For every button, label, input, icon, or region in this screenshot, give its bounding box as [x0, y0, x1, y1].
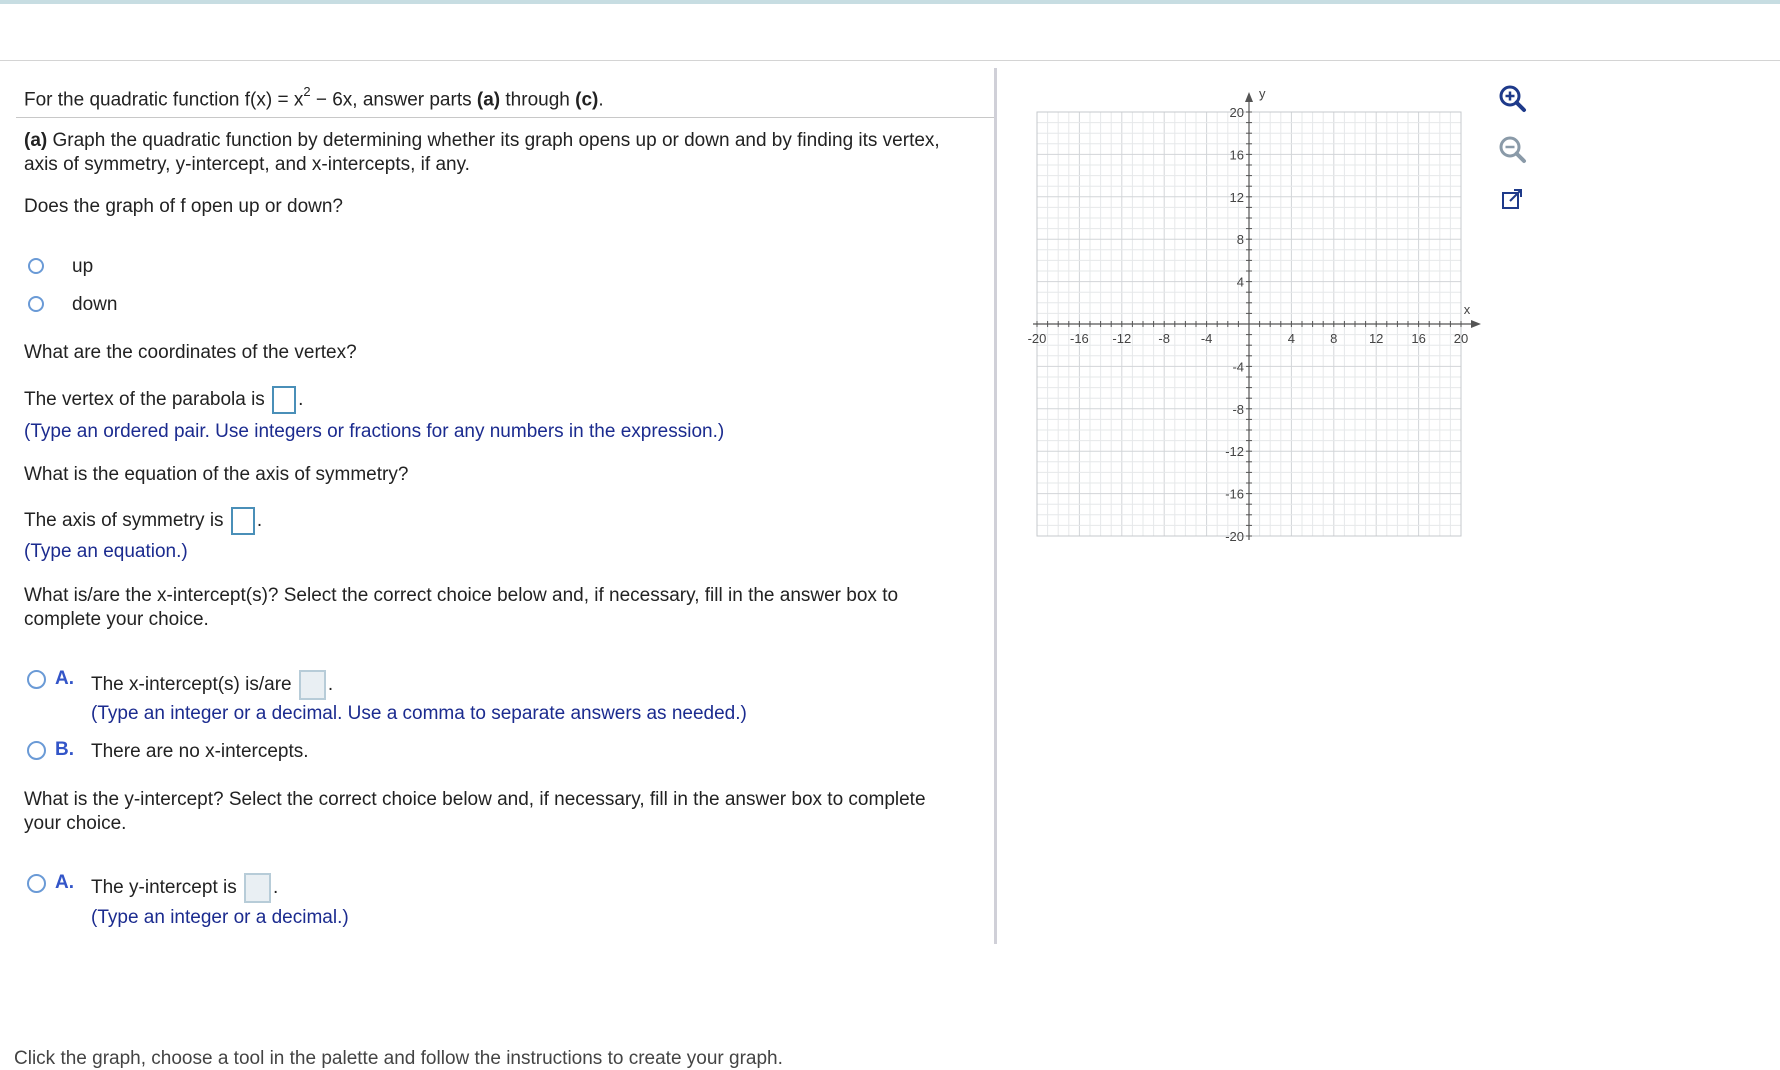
- x-tick-label: 8: [1330, 331, 1338, 346]
- x-tick-label: 20: [1453, 331, 1469, 346]
- x-tick-label: -12: [1112, 331, 1132, 346]
- axis-answer-line: [24, 507, 262, 535]
- intro-part-c: (c): [575, 89, 599, 111]
- option-up-label[interactable]: up: [72, 256, 94, 277]
- y-tick-label: 12: [1229, 189, 1244, 205]
- intro-end: .: [598, 89, 604, 111]
- top-accent-bar: [0, 0, 1780, 4]
- intro-part-a: (a): [476, 89, 501, 111]
- y-axis-label: y: [1259, 86, 1266, 101]
- zoom-in-button[interactable]: [1494, 80, 1530, 116]
- xint-choice-b-letter[interactable]: B.: [55, 739, 74, 760]
- radio-down[interactable]: [28, 296, 44, 312]
- yint-question-line2: your choice.: [24, 813, 127, 834]
- yint-answer-box[interactable]: [244, 873, 271, 903]
- part-a-instructions: [24, 129, 940, 177]
- yint-choice-a-text[interactable]: The y-intercept is: [91, 877, 237, 899]
- xint-question-line2: complete your choice.: [24, 609, 209, 630]
- graph-instructions-footer: Click the graph, choose a tool in the palette and follow the instructions to create your graph.: [14, 1048, 783, 1069]
- y-tick-label: -8: [1232, 401, 1244, 417]
- yint-question-line1: What is the y-intercept? Select the correct choice below and, if necessary, fill in the answer box to complete: [24, 789, 926, 810]
- yint-choice-a-letter[interactable]: A.: [55, 872, 74, 893]
- popout-icon: [1499, 187, 1525, 213]
- xint-question-line1: What is/are the x-intercept(s)? Select the correct choice below and, if necessary, fill in the answer box to: [24, 585, 899, 606]
- vertex-hint: (Type an ordered pair. Use integers or fractions for any numbers in the expression.): [24, 421, 725, 442]
- zoom-out-icon: [1497, 134, 1527, 164]
- axis-answer-box[interactable]: [231, 507, 255, 535]
- axis-hint: (Type an equation.): [24, 541, 188, 562]
- intro-through: through: [500, 89, 576, 111]
- radio-xint-a[interactable]: [27, 670, 46, 689]
- xint-choice-b-text[interactable]: There are no x-intercepts.: [91, 741, 309, 762]
- y-tick-label: 20: [1229, 105, 1244, 120]
- x-tick-label: -16: [1070, 331, 1089, 346]
- part-a-label: (a): [24, 130, 48, 151]
- coordinate-graph[interactable]: [1025, 80, 1495, 550]
- part-a-line2: axis of symmetry, y-intercept, and x-intercepts, if any.: [24, 154, 470, 175]
- x-axis-label: x: [1463, 302, 1471, 317]
- vertex-suffix: .: [298, 389, 304, 411]
- yint-choice-a-line: [91, 873, 278, 903]
- x-tick-label: -8: [1158, 331, 1170, 346]
- y-tick-label: 4: [1236, 274, 1244, 290]
- axis-question: What is the equation of the axis of symmetry?: [24, 464, 409, 485]
- y-tick-label: -4: [1232, 359, 1244, 375]
- open-question: Does the graph of f open up or down?: [24, 196, 344, 217]
- x-tick-label: 12: [1368, 331, 1384, 346]
- axis-prefix: The axis of symmetry is: [24, 510, 224, 532]
- x-tick-label: 4: [1287, 331, 1296, 346]
- intro-text: For the quadratic function f(x) = x: [24, 89, 304, 111]
- vertex-answer-box[interactable]: [272, 386, 296, 414]
- xint-answer-box[interactable]: [299, 670, 326, 700]
- xint-choice-a-hint: (Type an integer or a decimal. Use a comma to separate answers as needed.): [91, 703, 747, 724]
- zoom-in-icon: [1497, 83, 1527, 113]
- radio-yint-a[interactable]: [27, 874, 46, 893]
- axis-suffix: .: [256, 510, 263, 532]
- yint-question: [24, 788, 926, 836]
- question-intro: [24, 82, 604, 112]
- popout-button[interactable]: [1494, 182, 1530, 218]
- option-down-label[interactable]: down: [72, 294, 118, 315]
- xint-choice-a-letter[interactable]: A.: [55, 668, 74, 689]
- zoom-out-button[interactable]: [1494, 131, 1530, 167]
- intro-text-mid: − 6x, answer parts: [310, 89, 477, 111]
- yint-choice-a-suffix: .: [273, 877, 279, 899]
- intro-exponent: 2: [303, 84, 311, 99]
- x-tick-label: 16: [1411, 331, 1426, 346]
- vertex-prefix: The vertex of the parabola is: [24, 389, 265, 411]
- y-tick-label: 16: [1229, 147, 1244, 163]
- xint-choice-a-line: [91, 670, 333, 700]
- x-axis-arrow: [1471, 320, 1481, 328]
- y-tick-label: -16: [1225, 486, 1244, 502]
- xint-choice-a-suffix: .: [327, 674, 334, 696]
- radio-xint-b[interactable]: [27, 741, 46, 760]
- vertex-question: What are the coordinates of the vertex?: [24, 342, 357, 363]
- xint-question: [24, 584, 898, 632]
- intro-divider: [16, 117, 994, 118]
- y-tick-label: 8: [1236, 232, 1244, 248]
- y-tick-label: -20: [1225, 529, 1244, 544]
- panel-divider: [994, 68, 997, 944]
- y-axis-arrow: [1245, 92, 1253, 102]
- y-tick-label: -12: [1225, 444, 1244, 460]
- yint-choice-a-hint: (Type an integer or a decimal.): [91, 907, 349, 928]
- part-a-line1: Graph the quadratic function by determining whether its graph opens up or down and by finding its vertex,: [47, 130, 940, 151]
- x-tick-label: -20: [1027, 331, 1047, 346]
- radio-up[interactable]: [28, 258, 44, 274]
- vertex-answer-line: [24, 386, 303, 414]
- xint-choice-a-text[interactable]: The x-intercept(s) is/are: [91, 674, 292, 696]
- top-divider: [0, 60, 1780, 61]
- x-tick-label: -4: [1200, 331, 1213, 346]
